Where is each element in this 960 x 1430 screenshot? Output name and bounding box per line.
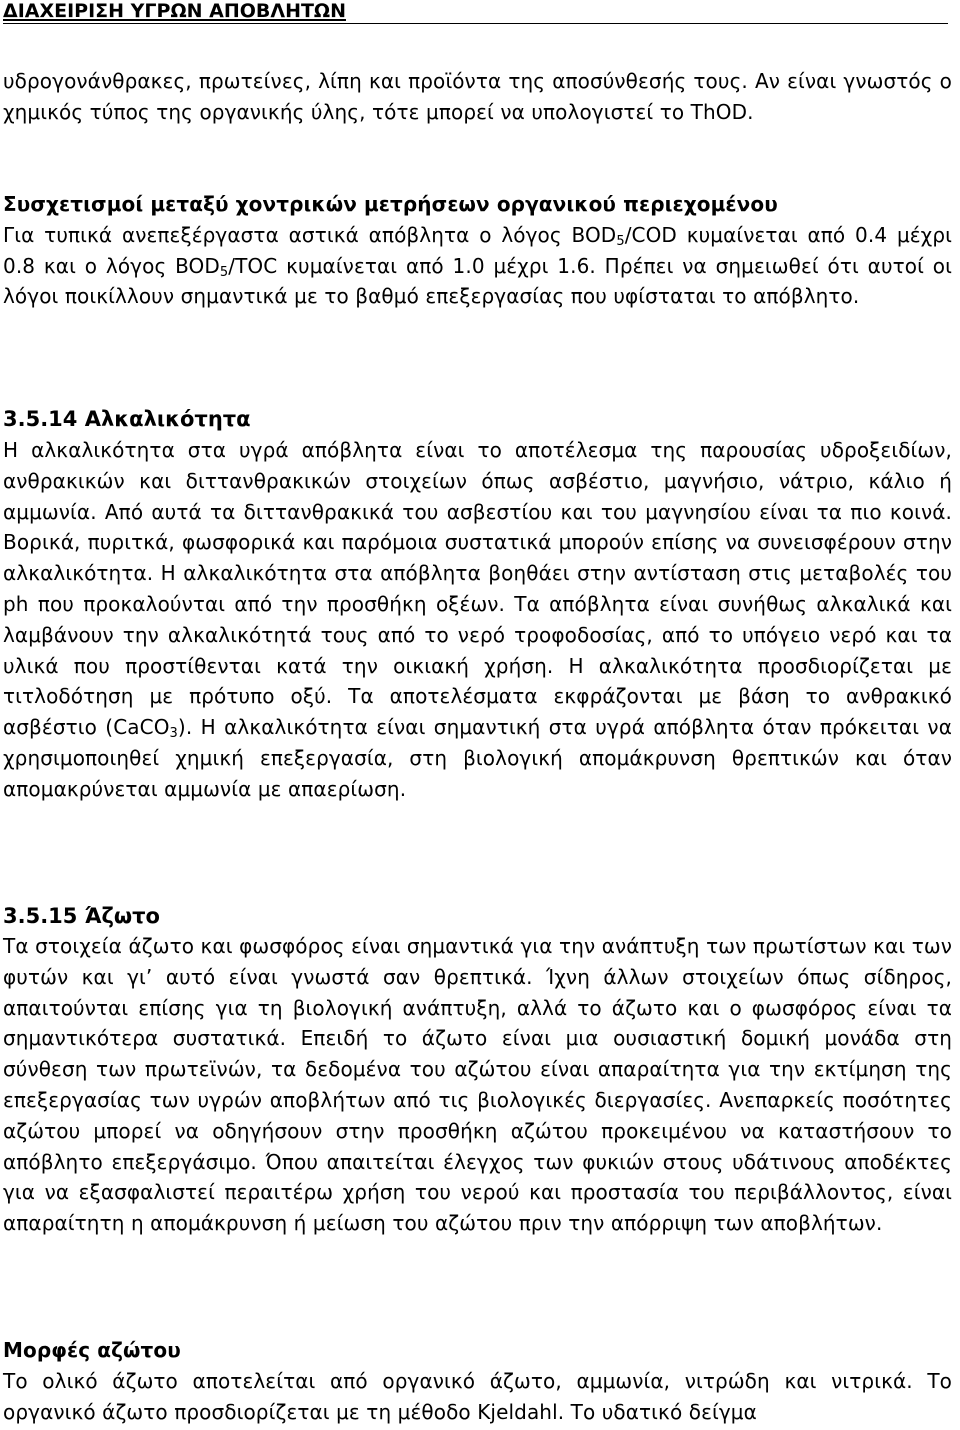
header-title: ΔΙΑΧΕΙΡΙΣΗ ΥΓΡΩΝ ΑΠΟΒΛΗΤΩΝ <box>3 0 346 22</box>
nitrogen-paragraph: Τα στοιχεία άζωτο και φωσφόρος είναι σημαντικά για την ανάπτυξη των πρωτίστων και των φυτών και γι’ αυτό είναι γνωστά σαν θρεπτικά. Ίχνη άλλων στοιχείων όπως σίδηρος, απαιτούνται επίσης για τη βιολογική ανάπτυξη, αλλά το άζωτο και ο φωσφόρος είναι τα σημαντικότερα συστατικά. Επειδή το άζωτο είναι μια ουσιαστική δομική μονάδα στη σύνθεση των πρωτεϊνών, τα δεδομένα του αζώτου είναι απαραίτητα για την εκτίμηση της επεξεργασίας των υγρών αποβλήτων από τις βιολογικές διεργασίες. Ανεπαρκείς ποσότητες αζώτου μπορεί να οδηγήσουν στην προσθήκη αζώτου προκειμένου να καταστήσουν το απόβλητο επεξεργάσιμο. Όπου απαιτείται έλεγχος των φυκιών στους υδάτινους αποδέκτες για να εξασφαλιστεί περαιτέρω χρήση του νερού και προστασία του περιβάλλοντος, είναι απαραίτητη η απομάκρυνση ή μείωση του αζώτου πριν την απόρριψη των αποβλήτων. <box>3 934 952 1236</box>
forms-title: Μορφές αζώτου <box>3 1338 181 1362</box>
correlations-paragraph <box>3 189 952 312</box>
intro-paragraph: υδρογονάνθρακες, πρωτείνες, λίπη και προϊόντα της αποσύνθεσής τους. Αν είναι γνωστός ο χημικός τύπος της οργανικής ύλης, τότε μπορεί να υπολογιστεί το ThOD. <box>3 69 952 124</box>
alkalinity-text-1: Η αλκαλικότητα στα υγρά απόβλητα είναι το αποτέλεσμα της παρουσίας υδροξειδίων, ανθρακικών και διττανθρακικών στοιχείων όπως ασβέστιο, μαγνήσιο, νάτριο, κάλιο ή αμμωνία. Από αυτά τα διττανθρακικά του ασβεστίου και του μαγνησίου είναι τα πιο κοινά. Βορικά, πυριτκά, φωσφορικά και παρόμοια συστατικά μπορούν επίσης να συνεισφέρουν στην αλκαλικότητα. Η αλκαλικότητα στα απόβλητα βοηθάει στην αντίσταση στις μεταβολές του ph που προκαλούνται από την προσθήκη οξέων. Τα απόβλητα είναι συνήθως αλκαλικά και λαμβάνουν την αλκαλικότητά τους από το νερό τροφοδοσίας, από το υπόγειο νερό και τα υλικά που προστίθενται κατά την οικιακή χρήση. Η αλκαλικότητα προσδιορίζεται με τιτλοδότηση με πρότυπο οξύ. Τα αποτελέσματα εκφράζονται με βάση το ανθρακικό ασβέστιο (CaCO <box>3 438 952 740</box>
page-header <box>3 0 948 24</box>
correlations-text-3: /TOC κυμαίνεται από 1.0 μέχρι 1.6. Πρέπει να σημειωθεί ότι αυτοί οι λόγοι ποικίλλουν σημαντικά με το βαθμό επεξεργασίας που υφίσταται το απόβλητο. <box>3 253 952 309</box>
alkalinity-text-2: ). Η αλκαλικότητα είναι σημαντική στα υγρά απόβλητα όταν πρόκειται να χρησιμοποιηθεί χημική επεξεργασία, στη βιολογική απομάκρυνση θρεπτικών και όταν απομακρύνεται αμμωνία με απαερίωση. <box>3 715 952 801</box>
correlations-subscript-1: 5 <box>616 233 625 249</box>
section-heading-alkalinity: 3.5.14 Αλκαλικότητα <box>3 407 251 431</box>
forms-paragraph <box>3 1335 952 1427</box>
forms-text: Το ολικό άζωτο αποτελείται από οργανικό άζωτο, αμμωνία, νιτρώδη και νιτρικά. Το οργανικό άζωτο προσδιορίζεται με τη μέθοδο Kjeldahl. Το υδατικό δείγμα <box>3 1368 952 1424</box>
correlations-subscript-2: 5 <box>219 264 229 280</box>
section-heading-nitrogen: 3.5.15 Άζωτο <box>3 904 160 928</box>
correlations-title: Συσχετισμοί μεταξύ χοντρικών μετρήσεων οργανικού περιεχομένου <box>3 192 778 216</box>
correlations-text-2: /COD κυμαίνεται από 0.4 μέχρι 0.8 και ο λόγος BOD <box>3 222 952 278</box>
correlations-text-1: Για τυπικά ανεπεξέργαστα αστικά απόβλητα ο λόγος BOD <box>3 222 617 247</box>
alkalinity-paragraph <box>3 435 952 805</box>
alkalinity-subscript: 3 <box>169 726 178 742</box>
